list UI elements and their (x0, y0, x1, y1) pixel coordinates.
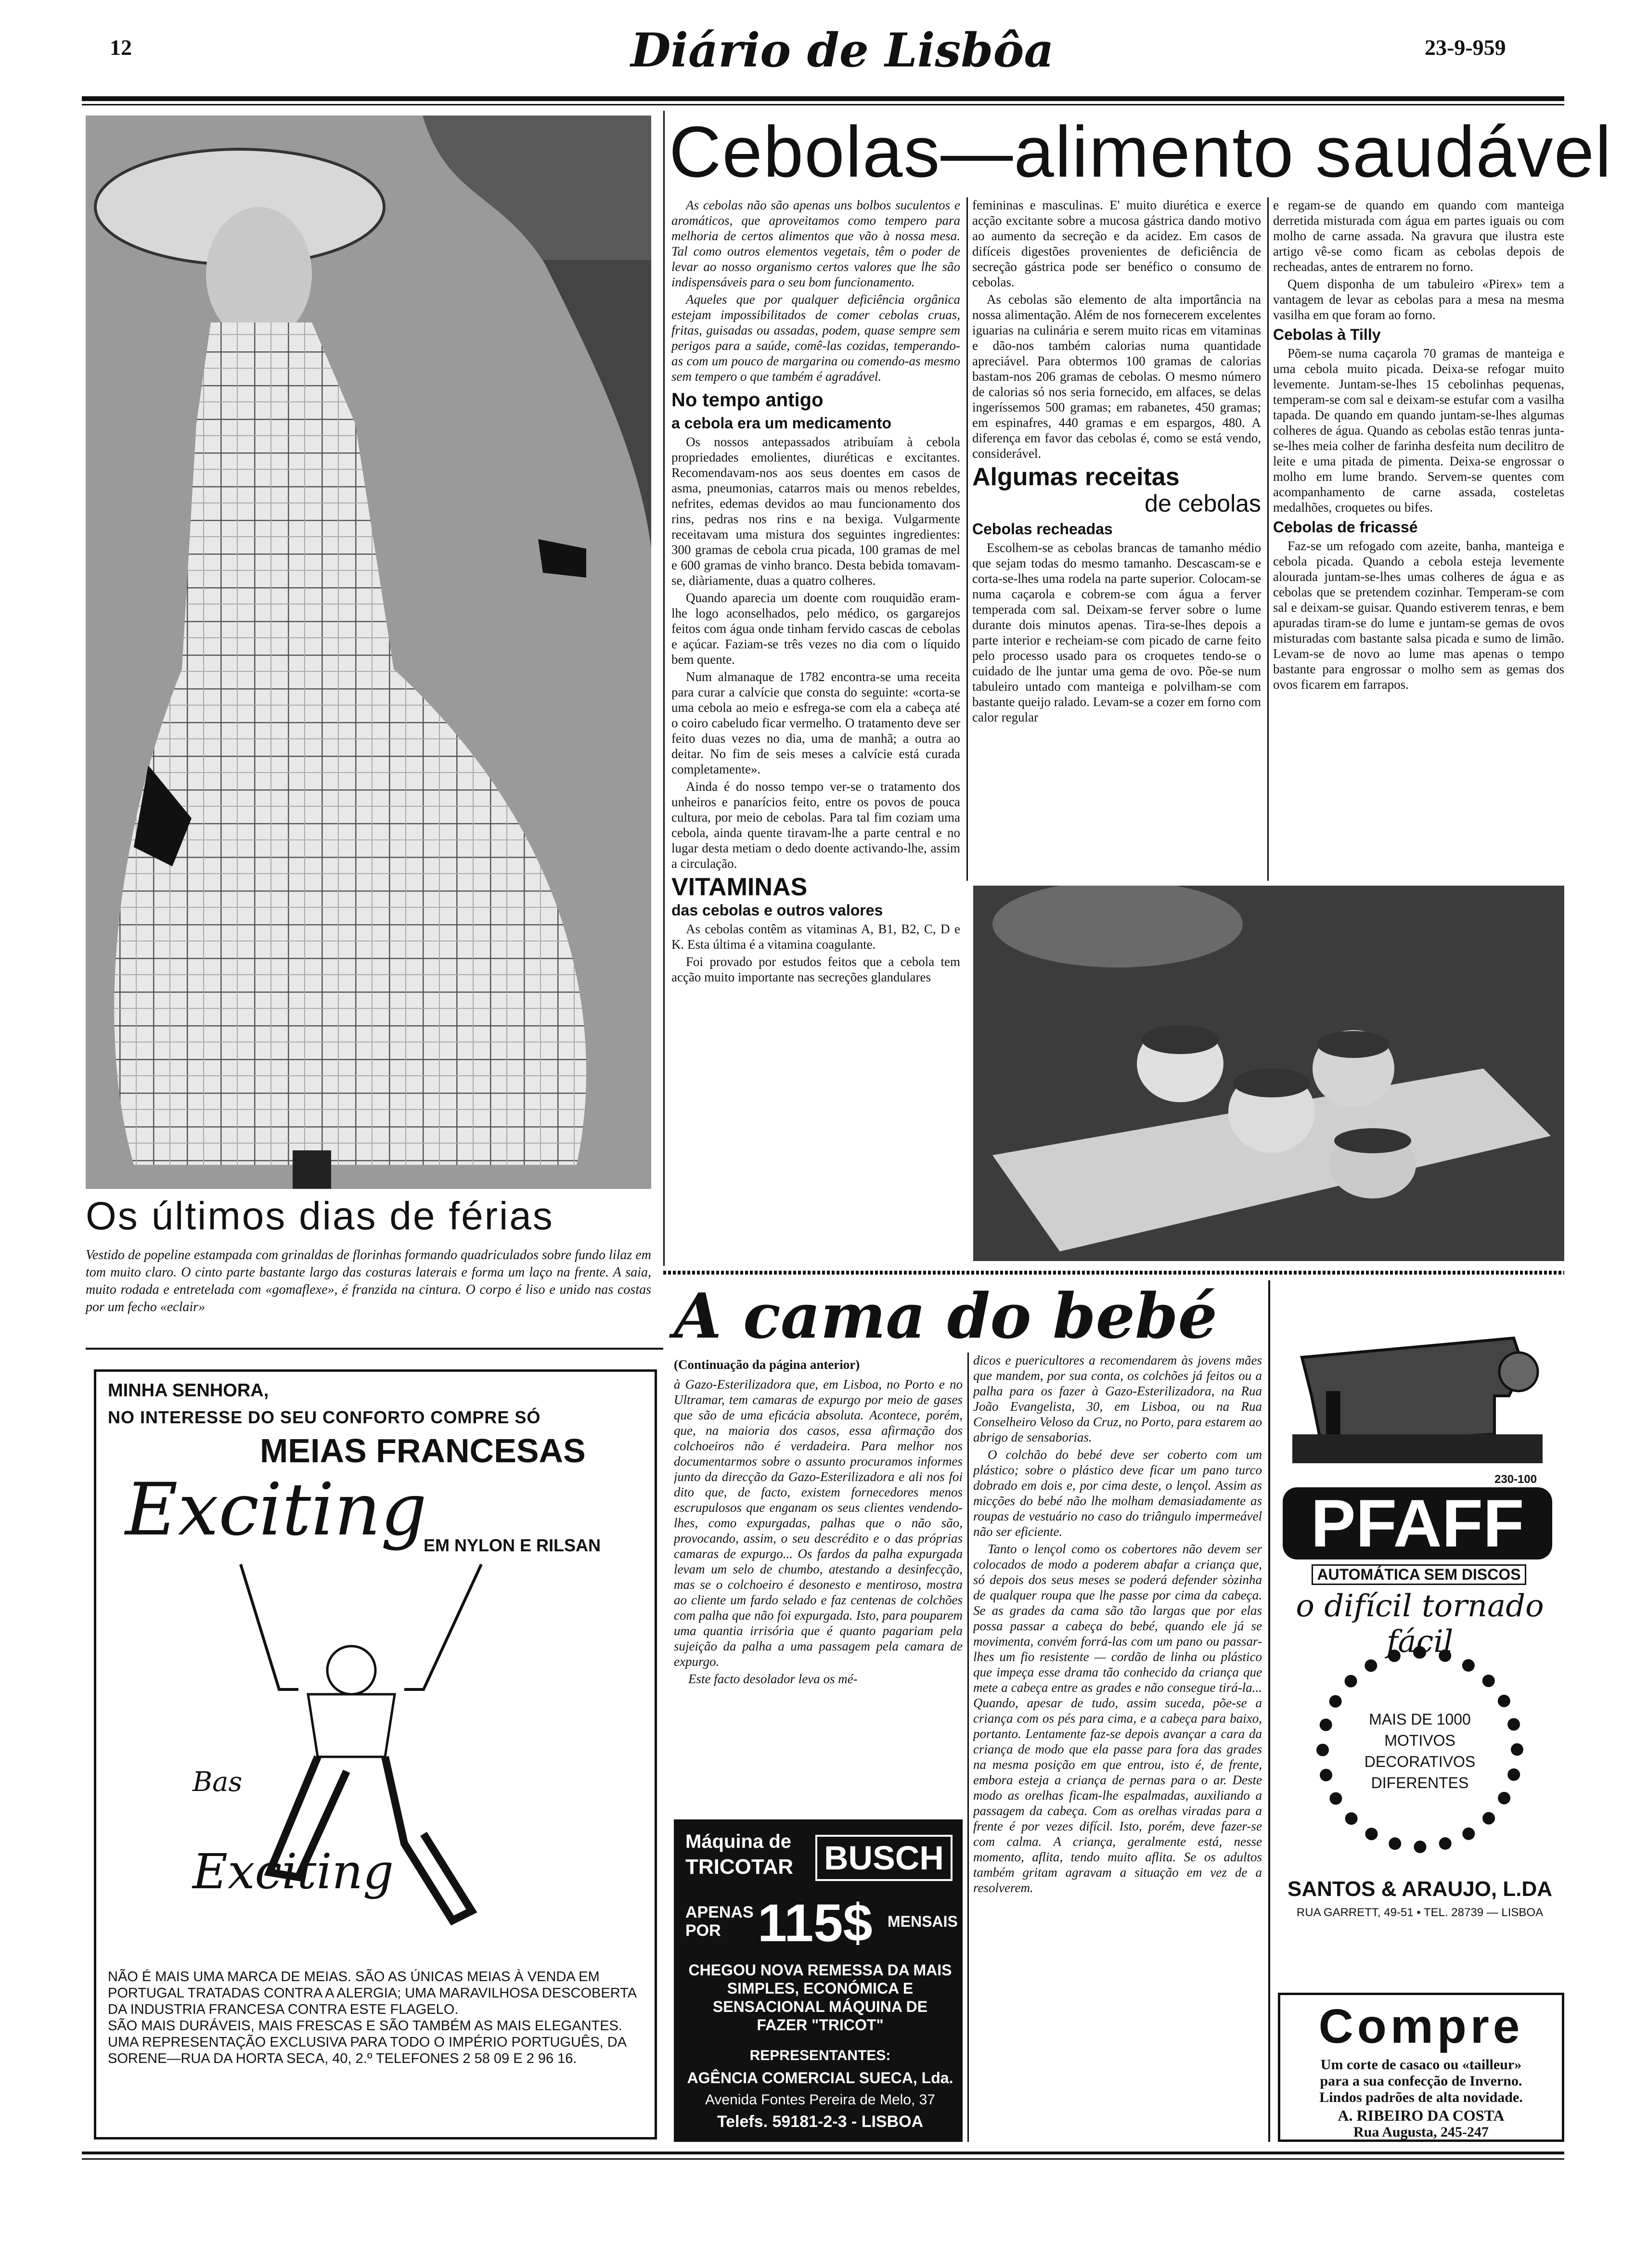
sewing-machine-icon (1283, 1300, 1552, 1482)
paragraph: Foi provado por estudos feitos que a cebola tem acção muito importante nas secreções glandulares (671, 954, 960, 984)
section-title-receitas-2: de cebolas (1145, 490, 1261, 517)
newspaper-title: Diário de Lisbôa (631, 23, 1054, 77)
column-rule-1 (663, 111, 665, 1266)
pfaff-company: SANTOS & ARAUJO, L.DA (1287, 1877, 1553, 1901)
cama-headline: A cama do bebé (674, 1280, 1217, 1353)
paragraph: Ainda é do nosso tempo ver-se o tratamento dos unheiros e panarícios feito, entre os povos de pouca cultura, por meio de cebolas. Para tal fim coziam uma cebola, ainda quente tiravam-lhe a parte central e no lugar desta metiam o dedo doente activando-lhe, assim a circulação. (671, 779, 960, 871)
stuffed-onions-photo (973, 886, 1564, 1261)
compre-company: A. RIBEIRO DA COSTA (1338, 2107, 1505, 2124)
fashion-caption-text: Vestido de popeline estampada com grinaldas de florinhas formando quadriculados sobre fundo lilaz em tom muito claro. O cinto parte bastante largo das costuras laterais e forma um laço na frente. A saia, muito rodada e entretelada com «gomaflexe», é franzida na cintura. O corpo é liso e unido nas costas por um fecho «eclair» (86, 1248, 651, 1314)
cebolas-intro-2: Aqueles que por qualquer deficiência orgânica estejam impossibilitados de comer cebolas cruas, fritas, guisadas ou assadas, podem, quase sempre sem perigos para a saúde, comê-las cozidas, temperando-as com um pouco de margarina ou comendo-as mesmo sem tempero o que também é agradável. (671, 292, 960, 384)
section-title-receitas: Algumas receitas (972, 463, 1180, 491)
meias-ad-body-2: SÃO MAIS DURÁVEIS, MAIS FRESCAS E SÃO TAMBÉM AS MAIS ELEGANTES. (108, 2018, 622, 2034)
fashion-photo (86, 116, 651, 1189)
pfaff-ad (1273, 1280, 1564, 1978)
recipe-title-tilly: Cebolas à Tilly (1273, 326, 1381, 343)
cebolas-column-2 (972, 197, 1261, 881)
recipe-title-fricasse: Cebolas de fricassé (1273, 518, 1418, 536)
paragraph: e regam-se de quando em quando com manteiga derretida misturada com água em partes iguais ou com molho de carne assada. Na gravura que ilustra este artigo vê-se como ficam as cebolas depois de recheadas, antes de entrarem no forno. (1273, 198, 1564, 274)
masthead-rule (82, 96, 1564, 101)
cebolas-intro: As cebolas não são apenas uns bolbos suculentos e aromáticos, que aproveitamos como tempero para melhoria de certos alimentos que vão à nossa mesa. Tal como outros elementos vegetais, têm o poder de levar ao nosso organismo certos valores que lhe são indispensáveis para o seu bom funcionamento. (671, 198, 960, 289)
paragraph: Num almanaque de 1782 encontra-se uma receita para curar a calvície que consta do seguinte: «corta-se uma cebola ao meio e esfrega-se com ela a cabeça até o coiro cabeludo ficar vermelho. O tratamento deve ser feito duas vezes no dia, uma de manhã; a outra ao deitar. No fim de seis meses a calvície está curada completamente». (671, 670, 960, 776)
recipe-title-recheadas: Cebolas recheadas (972, 520, 1113, 538)
pfaff-address: RUA GARRETT, 49-51 • TEL. 28739 — LISBOA (1296, 1906, 1544, 1919)
busch-price: 115$ (758, 1894, 873, 1953)
compre-title: Compre (1318, 1999, 1524, 2053)
column-rule-3 (1267, 197, 1269, 881)
compre-ad (1278, 1993, 1564, 2142)
busch-rep: REPRESENTANTES: (749, 2048, 891, 2063)
compre-address: Rua Augusta, 245-247 (1353, 2124, 1489, 2140)
meias-ad-body-3: UMA REPRESENTAÇÃO EXCLUSIVA PARA TODO O IMPÉRIO PORTUGUÊS, DA SORENE—RUA DA HORTA SECA, 40, 2.º TELEFONES 2 58 09 E 2 96 16. (108, 2035, 626, 2066)
busch-line2: TRICOTAR (685, 1855, 794, 1879)
pfaff-brand: PFAFF (1283, 1487, 1552, 1559)
meias-ad-brand: Exciting (125, 1468, 427, 1552)
meias-ad-greeting: MINHA SENHORA, (108, 1380, 269, 1401)
meias-ad-body-1: NÃO É MAIS UMA MARCA DE MEIAS. SÃO AS ÚNICAS MEIAS À VENDA EM PORTUGAL TRATADAS CONTRA A ALERGIA; UMA MARAVILHOSA DESCOBERTA DA INDUSTRIA FRANCESA CONTRA ESTE FLAGELO. (108, 1969, 636, 2017)
paragraph: Faz-se um refogado com azeite, banha, manteiga e cebola picada. Quando a cebola esteja levemente alourada juntam-se-lhes umas colheres de água e as cebolas que se pretendem cozinhar. Temperam-se com sal e deixam-se guisar. Quando estiverem tenras, e bem apuradas tiram-se do lume e juntam-se gemas de ovos misturadas com bastante salsa picada e sumo de limão. Levam-se de novo ao lume mas apenas o tempo bastante para engrossar o molho sem as gemas dos ovos ficarem em farrapos. (1273, 539, 1564, 692)
meias-ad-body (108, 1969, 647, 2067)
paragraph: Este facto desolador leva os mé- (688, 1672, 858, 1686)
cama-column-1 (674, 1377, 963, 1805)
pfaff-burst-text: MAIS DE 1000 MOTIVOS DECORATIVOS DIFERENTES (1364, 1711, 1476, 1791)
footer-rule-2 (82, 2158, 1564, 2160)
section-divider (663, 1271, 1564, 1275)
paragraph: As cebolas contêm as vitaminas A, B1, B2, C, D e K. Esta última é a vitamina coagulante. (671, 922, 960, 952)
compre-line3: Lindos padrões de alta novidade. (1319, 2089, 1523, 2105)
busch-brand: BUSCH (815, 1835, 953, 1881)
busch-tel: Telefs. 59181-2-3 - LISBOA (717, 2113, 924, 2131)
fashion-caption-title: Os últimos dias de férias (86, 1194, 554, 1238)
compre-line2: para a sua confecção de Inverno. (1320, 2073, 1522, 2089)
onions-illustration (973, 886, 1564, 1261)
meias-ad-line2: NO INTERESSE DO SEU CONFORTO COMPRE SÓ (108, 1407, 541, 1427)
paragraph: Tanto o lençol como os cobertores não devem ser colocados de modo a poderem abafar a criança que, só depois dos seus meses se poderá defender sòzinha de qualquer roupa que lhe passe por cima da cabeça. Se as grades da cama são tão largas que por elas possa passar a cabeça do bebé, quando ele já se movimenta, convém forrá-las com um pano ou passar-lhes um fio resistente — cordão de linha ou plástico que impeça esse drama tão conhecido da criança que mete a cabeça entre as grades e não consegue tirá-la... Quando, apesar de tudo, assim suceda, põe-se a criança com os pés para cima, e a cabeça para baixo, portanto. Lentamente faz-se depois avançar a cara da criança de modo que ela passe para fora das grades na mesma posição em que entrou, isto é, de frente, embora esteja a criança de pernas para o ar. Deste modo as orelhas ficam-lhe espalmadas, auxiliando a passagem da cabeça. Com as orelhas viradas para a frente é por vezes difícil. Isto, porém, deve fazer-se com calma. A criança, geralmente está, nesse momento, aflita, tendo muito aflita. Se os adultos também gritam agravam a situação em vez de a resolverem. (973, 1542, 1262, 1895)
section-subtitle-medicamento: a cebola era um medicamento (671, 414, 892, 432)
section-subtitle-valores: das cebolas e outros valores (671, 902, 883, 919)
meias-ad-brand-2: Exciting (193, 1843, 394, 1900)
column-rule-2 (966, 197, 968, 881)
busch-agent: AGÊNCIA COMERCIAL SUECA, Lda. (687, 2069, 953, 2087)
pfaff-sub: AUTOMÁTICA SEM DISCOS (1312, 1564, 1526, 1585)
paragraph: Quando aparecia um doente com rouquidão eram-lhe logo aconselhados, pelo médico, os gargarejos feitos com água onde tinham fervido cascas de cebolas e açúcar. Faziam-se três vezes no dia com o líquido bem quente. (671, 591, 960, 667)
paragraph: Põem-se numa caçarola 70 gramas de manteiga e uma cebola muito picada. Deixa-se refogar muito levemente. Juntam-se-lhes 15 cebolinhas pequenas, temperam-se com sal e deixam-se estufar com a vasilha tapada. De quando em quando juntam-se-lhes algumas colheres de água. Quando as cebolas estão tenras junta-se-lhes meia colher de farinha desfeita num decilitro de leite e uma pitada de pimenta. Deixa-se engrossar o molho em lume brando. Servem-se quentes com acompanhamento de carne assada, costeletas medalhões, croquetes ou bifes. (1273, 346, 1564, 515)
paragraph: Os nossos antepassados atribuíam à cebola propriedades emolientes, diuréticas e excitantes. Recomendavam-nos aos seus doentes em casos de asma, pneumonias, catarros mais ou menos rebeldes, nefrites, edemas devidos ao mau funcionamento dos rins, pedras nos rins e na bexiga. Vulgarmente receitavam uma mistura dos seguintes ingredientes: 300 gramas de cebola crua picada, 100 gramas de mel e 600 gramas de vinho branco. Desta bebida tomavam-se, diàriamente, duas a quatro colheres. (671, 435, 960, 588)
section-title-vitaminas: VITAMINAS (671, 873, 808, 901)
fashion-divider (86, 1348, 663, 1350)
cebolas-column-3 (1273, 197, 1564, 881)
busch-mensais: MENSAIS (888, 1913, 958, 1930)
pfaff-model: 230-100 (1494, 1473, 1537, 1486)
meias-ad-headline: MEIAS FRANCESAS (260, 1432, 586, 1469)
paragraph: Escolhem-se as cebolas brancas de tamanho médio que sejam todas do mesmo tamanho. Descascam-se e corta-se-lhes uma rodela na parte superior. Colocam-se numa caçarola e cobrem-se com água a ferver temperada com sal. Deixam-se ferver sobre o lume durante dois minutos apenas. Tira-se-lhes depois a parte interior e recheiam-se com picado de carne feito pelo processo usado para os croquetes tendo-se o cuidado de lhe juntar uma gema de ovo. Põe-se num tabuleiro untado com manteiga e polvilham-se com bastante queijo ralado. Levam-se a cozer em forno com calor regular (972, 541, 1261, 724)
cebolas-headline: Cebolas—alimento saudável (669, 111, 1612, 192)
masthead-rule-thin (82, 104, 1564, 105)
compre-line1: Um corte de casaco ou «tailleur» (1320, 2057, 1522, 2073)
busch-ad (674, 1819, 963, 2142)
column-rule-5 (1268, 1280, 1270, 2142)
meias-ad (94, 1369, 657, 2139)
column-rule-4 (967, 1353, 969, 2142)
dress-illustration (86, 116, 651, 1189)
cama-continuation: (Continuação da página anterior) (674, 1357, 860, 1372)
meias-ad-material: EM NYLON E RILSAN (424, 1535, 601, 1555)
pfaff-slogan: o difícil tornado fácil (1296, 1588, 1544, 1660)
paragraph: Quem disponha de um tabuleiro «Pirex» tem a vantagem de levar as cebolas para a mesa na mesma vasilha em que foram ao forno. (1273, 277, 1564, 322)
paragraph: O colchão do bebé deve ser coberto com um plástico; sobre o plástico deve ficar um pano turco dobrado em dois e, por cima deste, o lençol. Assim as micções do bebé não lhe molham demasiadamente as roupas de vestuário no caso do triângulo impermeável não ser eficiente. (973, 1447, 1262, 1539)
paragraph: femininas e masculinas. E' muito diurética e exerce acção excitante sobre a mucosa gástrica dando motivo ao aumento da secreção e da acidez. Em casos de difíceis digestões provenientes de deficiência de secreção gástrica pode ser benéfico o consumo de cebolas. (972, 198, 1261, 289)
busch-apenas: APENAS POR (685, 1903, 754, 1940)
paragraph: à Gazo-Esterilizadora que, em Lisboa, no Porto e no Ultramar, tem camaras de expurgo por meio de gases que são de uma eficácia absoluta. Acontece, porém, que, na maioria dos casos, essa afirmação dos colchoeiros não é verdadeira. Para melhor nos documentarmos sobre o assunto procuramos informes junto da direcção da Gazo-Esterilizadora e ali nos foi dito que, de facto, existem fornecedores menos escrupulosos que enganam os seus clientes vendendo-lhes, como expurgadas, palhas que o não são, provocando, assim, o seu descrédito e o das próprias camaras de expurgo... Os fardos da palha expurgada levam um selo de chumbo, atestando a desinfecção, mas se o colchoeiro é desonesto e mentiroso, mostra ao cliente um fardo selado e faz centenas de colchões com palha que não foi expurgada. Isto, para pouparem uma quantia irrisória que é quanto pagariam pela sujeição da palha a uma passagem pela camara de expurgo. (674, 1377, 963, 1669)
issue-date: 23-9-959 (1425, 35, 1506, 60)
section-title-tempo-antigo: No tempo antigo (671, 389, 824, 411)
paragraph: dicos e puericultores a recomendarem às jovens mães que mandem, por sua conta, os colchões já feitos ou a palha para os fazer à Gazo-Esterilizadora, na Rua João Evangelista, 30, em Lisboa, ou na Rua Conselheiro Veloso da Cruz, no Porto, para estarem ao abrigo de sensaborias. (973, 1353, 1262, 1444)
paragraph: As cebolas são elemento de alta importância na nossa alimentação. Além de nos fornecerem excelentes iguarias na culinária e serem muito ricas em vitaminas e dão-nos também calorias numa quantidade apreciável. Para obtermos 100 gramas de calorias bastam-nos 206 gramas de cebolas. O mesmo número de calorias só nos seria fornecido, em alfaces, se delas ingeríssemos 500 gramas; em rabanetes, 450 gramas; em espinafres, 440 gramas e em espargos, 480. A diferença em favor das cebolas é, como se está vendo, considerável. (972, 292, 1261, 461)
meias-ad-bas: Bas (193, 1766, 243, 1798)
cebolas-column-1 (671, 197, 960, 1276)
page-number: 12 (110, 35, 132, 60)
busch-line1: Máquina de (685, 1831, 792, 1852)
busch-body: CHEGOU NOVA REMESSA DA MAIS SIMPLES, ECONÓMICA E SENSACIONAL MÁQUINA DE FAZER "TRICOT" (688, 1961, 952, 2034)
busch-address: Avenida Fontes Pereira de Melo, 37 (705, 2092, 936, 2108)
cama-column-2 (973, 1353, 1262, 2142)
footer-rule (82, 2152, 1564, 2154)
